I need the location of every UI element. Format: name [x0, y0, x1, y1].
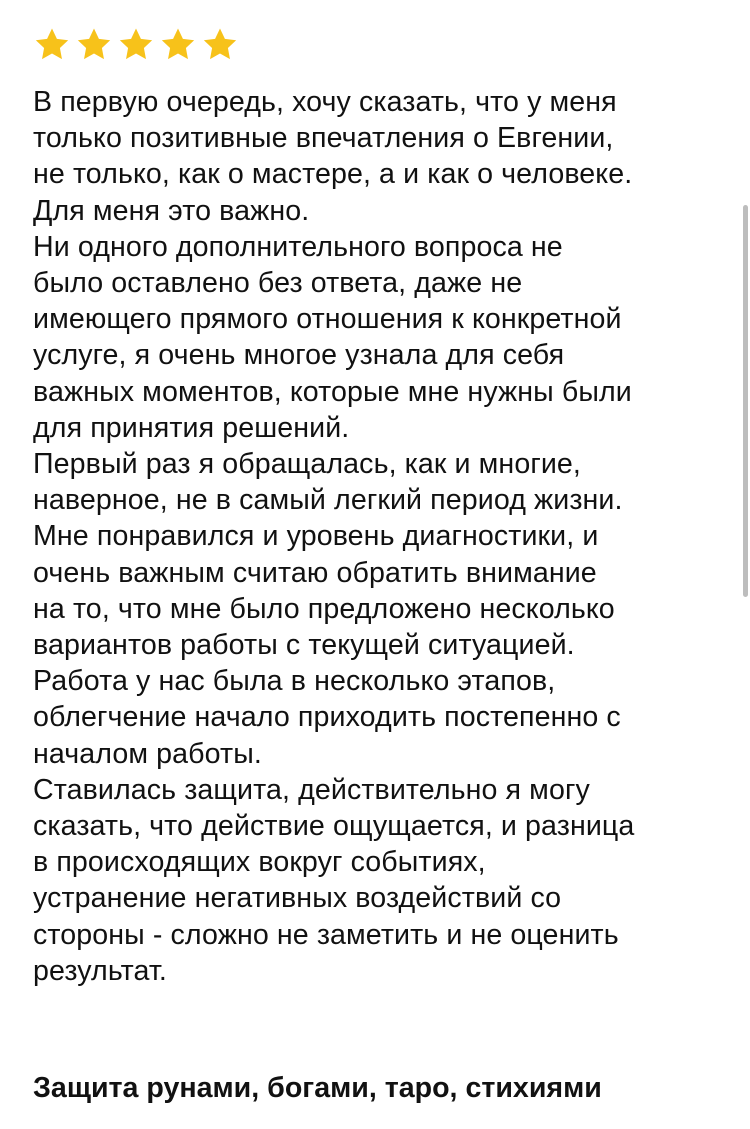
star-icon: [117, 26, 155, 64]
star-rating: [33, 26, 239, 66]
star-icon: [75, 26, 113, 64]
scrollbar[interactable]: [743, 205, 748, 597]
star-icon: [201, 26, 239, 64]
review-text: В первую очередь, хочу сказать, что у меня только позитивные впечатления о Евгении, не только, как о мастере, а и как о человеке. Для меня это важно. Ни одного дополнительного вопроса не было оставлено без ответа, даже не имеющего прямого отношения к конкретной услуге, я очень многое узнала для себя важных моментов, которые мне нужны были для принятия решений. Первый раз я обращалась, как и многие, наверное, не в самый легкий период жизни. Мне понравился и уровень диагностики, и очень важным считаю обратить внимание на то, что мне было предложено несколько вариантов работы с текущей ситуацией. Работа у нас была в несколько этапов, облегчение начало приходить постепенно с началом работы. Ставилась защита, действительно я могу сказать, что действие ощущается, и разница в происходящих вокруг событиях, устранение негативных воздействий со стороны - сложно не заметить и не оценить результат.: [33, 86, 635, 987]
star-icon: [33, 26, 71, 64]
service-title[interactable]: Защита рунами, богами, таро, стихиями: [33, 1072, 602, 1104]
star-icon: [159, 26, 197, 64]
